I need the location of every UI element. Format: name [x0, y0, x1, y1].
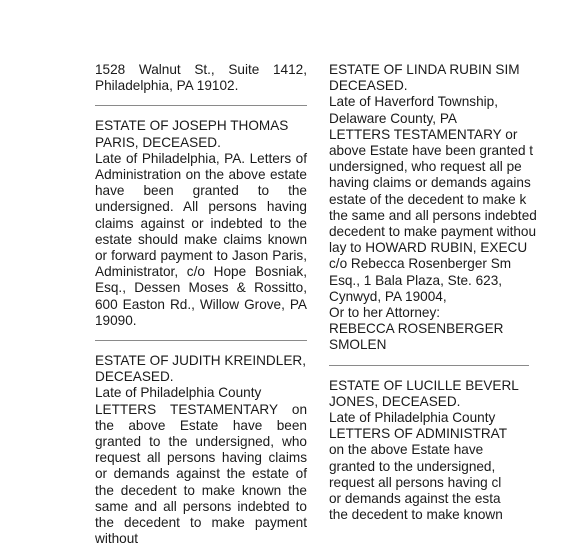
notice-divider	[95, 105, 307, 106]
notice-residence: Late of Philadelphia County	[95, 385, 262, 401]
notice-body-line: or demands against the esta	[329, 491, 501, 507]
notice-body-line: lay to HOWARD RUBIN, EXECU	[329, 240, 528, 256]
address-block: 1528 Walnut St., Suite 1412, Philadelphia, PA 19102.	[95, 62, 307, 94]
notice-residence-line: Late of Haverford Township,	[329, 94, 499, 110]
notice-heading-line: ESTATE OF LUCILLE BEVERL	[329, 377, 519, 393]
left-column	[95, 62, 307, 547]
notice-body-line: decedent to make payment withou	[329, 224, 537, 240]
notice-attorney-label: Or to her Attorney:	[329, 305, 441, 321]
notice-attorney-name: SMOLEN	[329, 337, 387, 353]
notice-body-line: LETTERS OF ADMINISTRAT	[329, 426, 507, 442]
notice-rubin	[329, 62, 569, 354]
notice-body-line: the decedent to make known	[329, 507, 503, 523]
right-column	[329, 62, 569, 523]
notice-body-line: having claims or demands agains	[329, 175, 531, 191]
notice-heading: ESTATE OF JUDITH KREINDLER, DECEASED.	[95, 353, 306, 385]
notice-divider	[329, 365, 529, 366]
notice-body: LETTERS TESTAMENTARY on the above Estate have been granted to the undersigned, who request all persons having claims or demands against the estate of the decedent to make known the same and all persons indebted to the decedent to make payment without	[95, 401, 307, 547]
notice-residence: Late of Philadelphia County	[329, 410, 496, 426]
notice-body: Late of Philadelphia, PA. Letters of Administration on the above estate have been granted to the undersigned. All persons having claims against or indebted to the estate should make claims known or forward payment to Jason Paris, Administrator, c/o Hope Bosniak, Esq., Dessen Moses & Rossitto, 600 Easton Rd., Willow Grove, PA 19090.	[95, 150, 307, 328]
notice-body-line: the same and all persons indebted	[329, 207, 537, 223]
notice-body-line: granted to the undersigned,	[329, 458, 496, 474]
notice-kreindler	[95, 353, 307, 547]
notice-paris	[95, 118, 307, 329]
notice-heading-line: ESTATE OF LINDA RUBIN SIM	[329, 62, 520, 77]
notice-body-line: LETTERS TESTAMENTARY or	[329, 126, 518, 142]
notice-divider	[95, 340, 307, 341]
notice-body-line: Cynwyd, PA 19004,	[329, 288, 447, 304]
notice-heading-line: JONES, DECEASED.	[329, 393, 461, 409]
notice-body-line: request all persons having cl	[329, 474, 502, 490]
notice-body-line: Esq., 1 Bala Plaza, Ste. 623,	[329, 272, 503, 288]
notice-residence-line: Delaware County, PA	[329, 110, 457, 126]
notice-jones	[329, 378, 569, 524]
notice-heading: ESTATE OF JOSEPH THOMAS PARIS, DECEASED.	[95, 118, 289, 150]
notice-attorney-name: REBECCA ROSENBERGER	[329, 321, 504, 337]
notice-body-line: estate of the decedent to make k	[329, 191, 527, 207]
notice-body-line: above Estate have been granted t	[329, 143, 534, 159]
notice-body-line: c/o Rebecca Rosenberger Sm	[329, 256, 512, 272]
notice-heading-line: DECEASED.	[329, 78, 408, 94]
notice-body-line: undersigned, who request all pe	[329, 159, 522, 175]
notice-body-line: on the above Estate have	[329, 442, 484, 458]
